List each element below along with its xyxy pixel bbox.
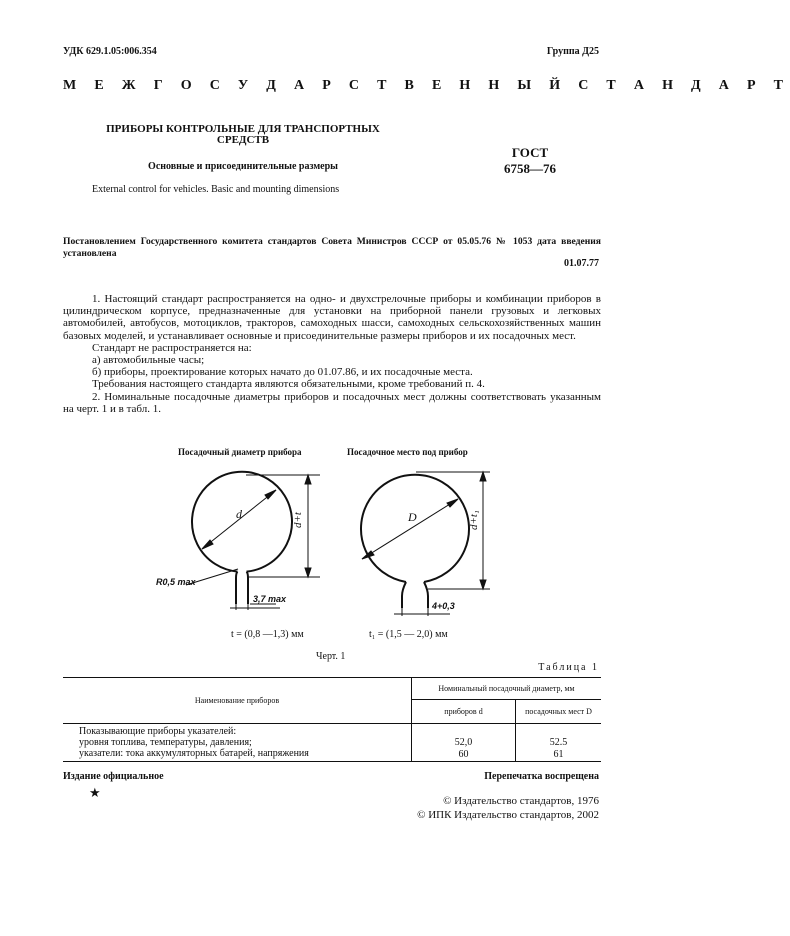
left-figure-caption: Посадочный диаметр прибора	[178, 447, 302, 457]
right-dt-label: d+t₁	[468, 510, 480, 530]
left-d-label: d	[236, 507, 242, 521]
document-title	[63, 124, 423, 146]
table-row-1-d: 52,0	[412, 737, 516, 748]
effective-date: 01.07.77	[564, 258, 599, 269]
right-D-label: D	[408, 510, 417, 524]
figure-label: Черт. 1	[316, 651, 346, 662]
right-stem-left	[402, 582, 406, 608]
table-header-d: приборов d	[412, 700, 516, 724]
table-header-D: посадочных мест D	[516, 700, 602, 724]
copyright-2002: © ИПК Издательство стандартов, 2002	[417, 809, 599, 821]
right-figure-caption: Посадочное место под прибор	[347, 447, 468, 457]
gost-number: 6758—76	[504, 161, 556, 176]
english-title: External control for vehicles. Basic and mounting dimensions	[92, 184, 340, 195]
official-edition: Издание официальное	[63, 771, 164, 782]
paragraph-1: 1. Настоящий стандарт распространяется на одно- и двухстрелочные приборы и комбинации приборов в цилиндрическом корпусе, предназначенные для установки на приборной панели грузовых и легковых автомобилей, автобусов, мотоциклов, тракторов, самоходных шасси, самоходных сельскохозяйственных машин базовых моделей, и устанавливает основные и присоединительные размеры приборов и их посадочных мест.	[63, 293, 601, 342]
left-width-label: 3,7 max	[253, 594, 287, 604]
left-formula: t = (0,8 —1,3) мм	[231, 629, 304, 640]
udk-code: УДК 629.1.05:006.354	[63, 46, 157, 57]
star-icon: ★	[89, 785, 101, 800]
left-dt-label: d+t	[292, 512, 304, 528]
document-subtitle: Основные и присоединительные размеры	[148, 161, 338, 172]
table-header-name: Наименование приборов	[63, 678, 412, 724]
table-row	[63, 737, 601, 748]
copyright-1976: © Издательство стандартов, 1976	[443, 795, 599, 807]
table-row	[63, 724, 601, 738]
right-stem-right	[424, 582, 428, 608]
title-line-1: ПРИБОРЫ КОНТРОЛЬНЫЕ ДЛЯ ТРАНСПОРТНЫХ	[106, 123, 380, 135]
table-row-1-name: уровня топлива, температуры, давления;	[63, 737, 412, 748]
table-row	[63, 748, 601, 762]
body-text	[63, 293, 601, 415]
right-width-label: 4+0,3	[432, 601, 455, 611]
left-stem-left	[236, 572, 238, 604]
right-diameter-line	[362, 499, 458, 559]
table-group-heading: Показывающие приборы указателей:	[63, 724, 412, 738]
group-code: Группа Д25	[546, 46, 599, 57]
paragraph-2: Стандарт не распространяется на:	[92, 341, 252, 354]
dimensions-table	[63, 677, 601, 762]
right-formula: t₁ = (1,5 — 2,0) мм	[369, 629, 448, 640]
table-row-1-D: 52.5	[549, 737, 568, 748]
figure-drawing	[150, 458, 500, 630]
paragraph-3: а) автомобильные часы;	[92, 354, 205, 367]
right-circle-outline	[361, 475, 469, 582]
table-label: Таблица 1	[538, 662, 599, 673]
paragraph-5: Требования настоящего стандарта являются обязательными, кроме требований п. 4.	[92, 378, 485, 391]
reprint-prohibited: Перепечатка воспрещена	[484, 771, 599, 782]
left-radius-label: R0,5 max	[156, 577, 196, 587]
table-row-2-d: 60	[412, 748, 516, 762]
table-row-2-name: указатели: тока аккумуляторных батарей, напряжения	[63, 748, 412, 762]
table-row-2-D: 61	[553, 749, 564, 760]
gost-label: ГОСТ	[511, 145, 549, 160]
title-line-2: СРЕДСТВ	[216, 134, 270, 146]
gost-block	[480, 145, 580, 177]
left-circle-outline	[192, 472, 292, 572]
paragraph-6: 2. Номинальные посадочные диаметры приборов и посадочных мест должны соответствовать указанным на черт. 1 и в табл. 1.	[63, 390, 601, 415]
decree-text: Постановлением Государственного комитета стандартов Совета Министров СССР от 05.05.76 № 1053 дата введения установлена	[63, 236, 601, 259]
left-stem-right	[247, 572, 249, 604]
standard-banner: М Е Ж Г О С У Д А Р С Т В Е Н Н Ы Й С Т А Н Д А Р Т	[63, 78, 790, 93]
paragraph-4: б) приборы, проектирование которых начато до 01.07.86, и их посадочные места.	[92, 366, 473, 379]
table-header-group: Номинальный посадочный диаметр, мм	[412, 678, 602, 700]
